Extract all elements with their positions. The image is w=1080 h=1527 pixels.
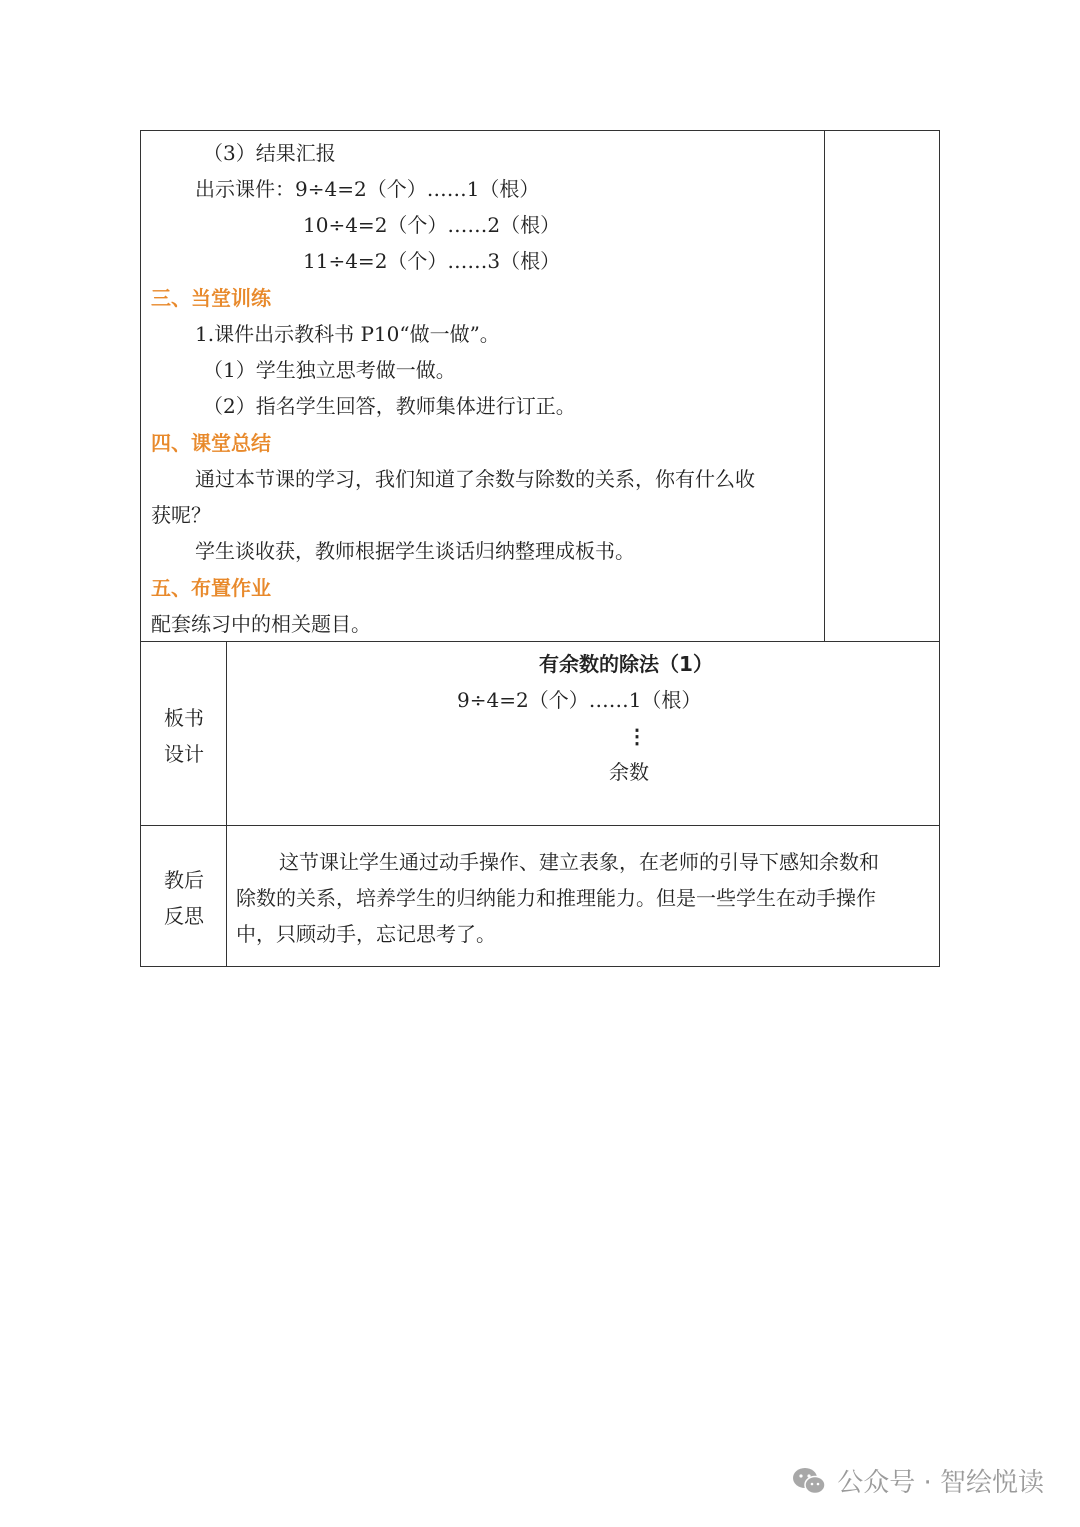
board-title: 有余数的除法（1） [539, 652, 713, 676]
courseware-equation-2: 10÷4=2（个）……2（根） [303, 213, 561, 237]
step-3-result-report: （3）结果汇报 [203, 141, 336, 165]
board-design-label-cell [141, 642, 227, 825]
reflection-label-line-1: 教后 [164, 868, 204, 892]
practice-sub-1: （1）学生独立思考做一做。 [203, 358, 456, 382]
practice-sub-2: （2）指名学生回答，教师集体进行订正。 [203, 394, 576, 418]
reflection-line-1: 这节课让学生通过动手操作、建立表象，在老师的引导下感知余数和 [279, 850, 879, 874]
heading-classroom-practice: 三、当堂训练 [151, 286, 271, 310]
watermark-text: 公众号 · 智绘悦读 [837, 1468, 1044, 1498]
board-equation: 9÷4=2（个）……1（根） [457, 688, 702, 712]
reflection-line-3: 中，只顾动手，忘记思考了。 [236, 922, 496, 946]
reflection-line-2: 除数的关系，培养学生的归纳能力和推理能力。但是一些学生在动手操作 [236, 886, 876, 910]
board-design-row [141, 642, 939, 826]
teaching-process-row [141, 131, 939, 642]
summary-text-line-1: 通过本节课的学习，我们知道了余数与除数的关系，你有什么收 [195, 467, 755, 491]
board-ellipsis: ⋮ [627, 724, 647, 748]
wechat-icon [791, 1466, 827, 1496]
courseware-equation-1: 出示课件：9÷4=2（个）……1（根） [195, 177, 540, 201]
reflection-row [141, 826, 939, 966]
summary-text-line-2: 获呢？ [151, 503, 211, 527]
reflection-label-cell [141, 826, 227, 966]
homework-text: 配套练习中的相关题目。 [151, 612, 371, 636]
lesson-plan-table [140, 130, 940, 967]
board-remainder-label: 余数 [609, 760, 649, 784]
courseware-equation-3: 11÷4=2（个）……3（根） [303, 249, 561, 273]
reflection-label-line-2: 反思 [164, 904, 204, 928]
practice-item-1: 1.课件出示教科书 P10“做一做”。 [195, 322, 500, 346]
watermark [791, 1462, 1044, 1499]
heading-homework: 五、布置作业 [151, 576, 271, 600]
summary-text-line-3: 学生谈收获，教师根据学生谈话归纳整理成板书。 [195, 539, 635, 563]
board-label-line-1: 板书 [164, 706, 204, 730]
teaching-process-cell [141, 131, 825, 641]
board-label-line-2: 设计 [164, 742, 204, 766]
heading-class-summary: 四、课堂总结 [151, 431, 271, 455]
